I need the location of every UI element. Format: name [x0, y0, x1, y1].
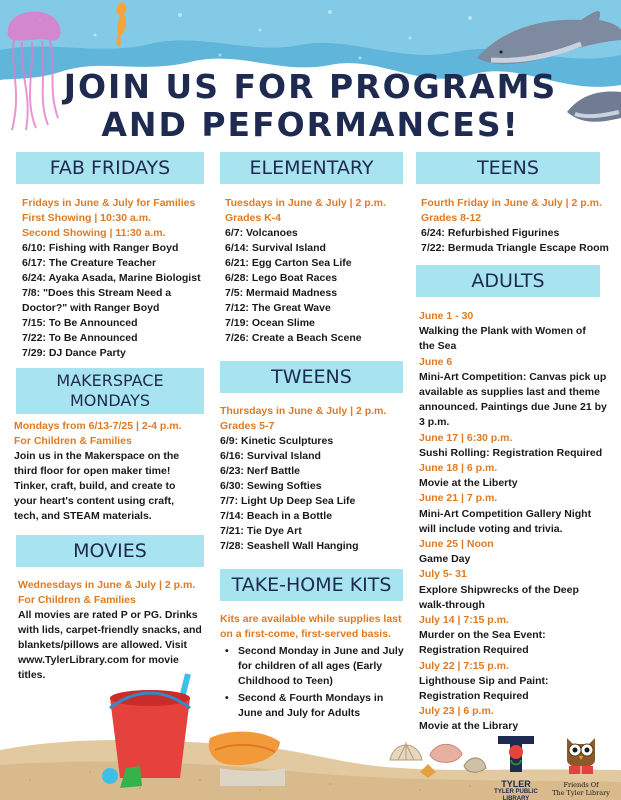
adults-line: Walking the Plank with Women of: [419, 325, 586, 338]
teens-line: 7/22: Bermuda Triangle Escape Room: [421, 242, 609, 254]
fab-fridays-line: Second Showing | 11:30 a.m.: [22, 227, 166, 239]
fab-fridays-line: 6/10: Fishing with Ranger Boyd: [22, 242, 179, 254]
adults-line: July 14 | 7:15 p.m.: [419, 614, 509, 627]
movies-heading: MOVIES: [16, 535, 204, 567]
friends-library-logo: [548, 730, 614, 797]
teens-line: 6/24: Refurbished Figurines: [421, 227, 560, 239]
adults-line: Registration Required: [419, 690, 529, 703]
adults-line: June 25 | Noon: [419, 538, 494, 551]
adults-line: will include voting and trivia.: [419, 522, 563, 535]
tweens-line: 7/21: Tie Dye Art: [220, 525, 302, 537]
adults-line: Movie at the Liberty: [419, 477, 518, 490]
makerspace-line: Join us in the Makerspace on the: [14, 450, 180, 462]
elementary-line: Grades K-4: [225, 212, 282, 224]
adults-line: Movie at the Library: [419, 720, 519, 733]
tyler-library-logo: [494, 734, 538, 800]
tweens-line: Grades 5-7: [220, 420, 275, 432]
elementary-line: 6/14: Survival Island: [225, 242, 326, 254]
adults-line: 3 p.m.: [419, 416, 450, 429]
makerspace-line: your heart's content using craft,: [14, 495, 175, 507]
library-logo-line-3: LIBRARY: [502, 796, 530, 800]
elementary-heading: ELEMENTARY: [220, 152, 403, 184]
makerspace-heading: [16, 368, 204, 414]
elementary-line: 7/12: The Great Wave: [225, 302, 331, 314]
teens-line: Fourth Friday in June & July | 2 p.m.: [421, 197, 602, 209]
take-home-intro-line: Kits are available while supplies last: [220, 613, 402, 625]
friends-logo-line-2: The Tyler Library: [552, 789, 610, 797]
beach-bucket-icon: [100, 668, 290, 800]
seashells-icon: [380, 720, 490, 782]
take-home-intro-line: on a first-come, first-served basis.: [220, 628, 391, 640]
movies-line: with lids, carpet-friendly snacks, and: [18, 624, 202, 636]
seahorse-icon: [112, 0, 132, 48]
library-logo-line-2: TYLER PUBLIC: [494, 789, 538, 795]
adults-list: [419, 309, 617, 735]
elementary-line: 6/28: Lego Boat Races: [225, 272, 338, 284]
adults-line: Explore Shipwrecks of the Deep: [419, 583, 579, 596]
movies-line: titles.: [18, 669, 46, 681]
tweens-heading: TWEENS: [220, 361, 403, 393]
makerspace-line: Tinker, craft, build, and create to: [14, 480, 176, 492]
dolphin-icon: [471, 0, 621, 75]
movies-line: For Children & Families: [18, 594, 136, 606]
makerspace-heading-line-2: MONDAYS: [69, 391, 151, 410]
adults-line: announced. Paintings due June 21 by: [419, 401, 607, 414]
adults-line: June 21 | 7 p.m.: [419, 492, 498, 505]
tweens-list: [220, 404, 410, 554]
adults-heading: ADULTS: [416, 265, 600, 297]
elementary-line: 6/7: Volcanoes: [225, 227, 298, 239]
movies-line: blankets/pillows are allowed. Visit: [18, 639, 188, 651]
tweens-line: 7/7: Light Up Deep Sea Life: [220, 495, 356, 507]
teens-line: Grades 8-12: [421, 212, 482, 224]
adults-line: walk-through: [419, 598, 485, 611]
movies-line: All movies are rated P or PG. Drinks: [18, 609, 198, 621]
title-line-1: JOIN US FOR PROGRAMS: [63, 67, 558, 106]
elementary-list: [225, 196, 410, 346]
elementary-line: 6/21: Egg Carton Sea Life: [225, 257, 352, 269]
fab-fridays-heading: FAB FRIDAYS: [16, 152, 204, 184]
fab-fridays-line: 6/24: Ayaka Asada, Marine Biologist: [22, 272, 201, 284]
library-logo-icon: [494, 734, 538, 774]
movies-line: Wednesdays in June & July | 2 p.m.: [18, 579, 196, 591]
adults-line: June 1 - 30: [419, 310, 474, 322]
fab-fridays-list: [22, 196, 212, 361]
makerspace-heading-line-1: MAKERSPACE: [56, 371, 164, 390]
adults-line: the Sea: [419, 340, 457, 353]
friends-logo-line-1: Friends Of: [563, 781, 599, 789]
makerspace-line: Mondays from 6/13-7/25 | 2-4 p.m.: [14, 420, 182, 432]
teens-list: [421, 196, 616, 256]
adults-line: July 23 | 6 p.m.: [419, 705, 494, 718]
owl-icon: [561, 730, 601, 776]
adults-line: Lighthouse Sip and Paint:: [419, 674, 549, 687]
elementary-line: 7/5: Mermaid Madness: [225, 287, 338, 299]
take-home-kits-heading: TAKE-HOME KITS: [220, 569, 403, 601]
fab-fridays-line: 7/22: To Be Announced: [22, 332, 138, 344]
tweens-line: 7/28: Seashell Wall Hanging: [220, 540, 359, 552]
tweens-line: 6/9: Kinetic Sculptures: [220, 435, 334, 447]
tweens-line: 6/23: Nerf Battle: [220, 465, 300, 477]
fab-fridays-line: Doctor?" with Ranger Boyd: [22, 302, 160, 314]
elementary-line: 7/26: Create a Beach Scene: [225, 332, 362, 344]
adults-line: Murder on the Sea Event:: [419, 629, 546, 642]
makerspace-line: third floor for open maker time!: [14, 465, 171, 477]
take-home-bullet: • Second Monday in June and July for children of all ages (Early Childhood to Teen): [220, 644, 410, 689]
makerspace-line: tech, and STEAM materials.: [14, 510, 152, 522]
teens-heading: TEENS: [416, 152, 600, 184]
title-line-2: AND PEFORMANCES!: [101, 105, 520, 144]
movies-line: www.TylerLibrary.com for movie: [18, 654, 179, 666]
adults-line: Game Day: [419, 553, 471, 566]
tweens-line: Thursdays in June & July | 2 p.m.: [220, 405, 387, 417]
fab-fridays-line: 7/15: To Be Announced: [22, 317, 138, 329]
adults-line: July 5- 31: [419, 568, 467, 581]
take-home-bullet: • Second & Fourth Mondays in June and July for Adults: [220, 691, 410, 721]
fab-fridays-line: 7/8: "Does this Stream Need a: [22, 287, 172, 299]
adults-line: July 22 | 7:15 p.m.: [419, 659, 509, 672]
adults-line: Sushi Rolling: Registration Required: [419, 446, 603, 459]
adults-line: Mini-Art Competition Gallery Night: [419, 507, 592, 520]
tweens-line: 7/14: Beach in a Bottle: [220, 510, 333, 522]
fab-fridays-line: 7/29: DJ Dance Party: [22, 347, 126, 359]
fab-fridays-line: First Showing | 10:30 a.m.: [22, 212, 151, 224]
elementary-line: Tuesdays in June & July | 2 p.m.: [225, 197, 386, 209]
elementary-line: 7/19: Ocean Slime: [225, 317, 315, 329]
adults-line: June 17 | 6:30 p.m.: [419, 431, 513, 444]
adults-line: June 18 | 6 p.m.: [419, 462, 498, 475]
adults-line: available as supplies last and theme: [419, 386, 600, 399]
adults-line: Registration Required: [419, 644, 529, 657]
library-logo-name: TYLER: [501, 779, 531, 789]
makerspace-line: For Children & Families: [14, 435, 132, 447]
tweens-line: 6/16: Survival Island: [220, 450, 321, 462]
adults-line: Mini-Art Competition: Canvas pick up: [419, 370, 607, 383]
adults-line: June 6: [419, 355, 453, 368]
fab-fridays-line: Fridays in June & July for Families: [22, 197, 196, 209]
makerspace-list: [14, 419, 214, 524]
fab-fridays-line: 6/17: The Creature Teacher: [22, 257, 157, 269]
page-title: [0, 68, 621, 144]
tweens-line: 6/30: Sewing Softies: [220, 480, 322, 492]
